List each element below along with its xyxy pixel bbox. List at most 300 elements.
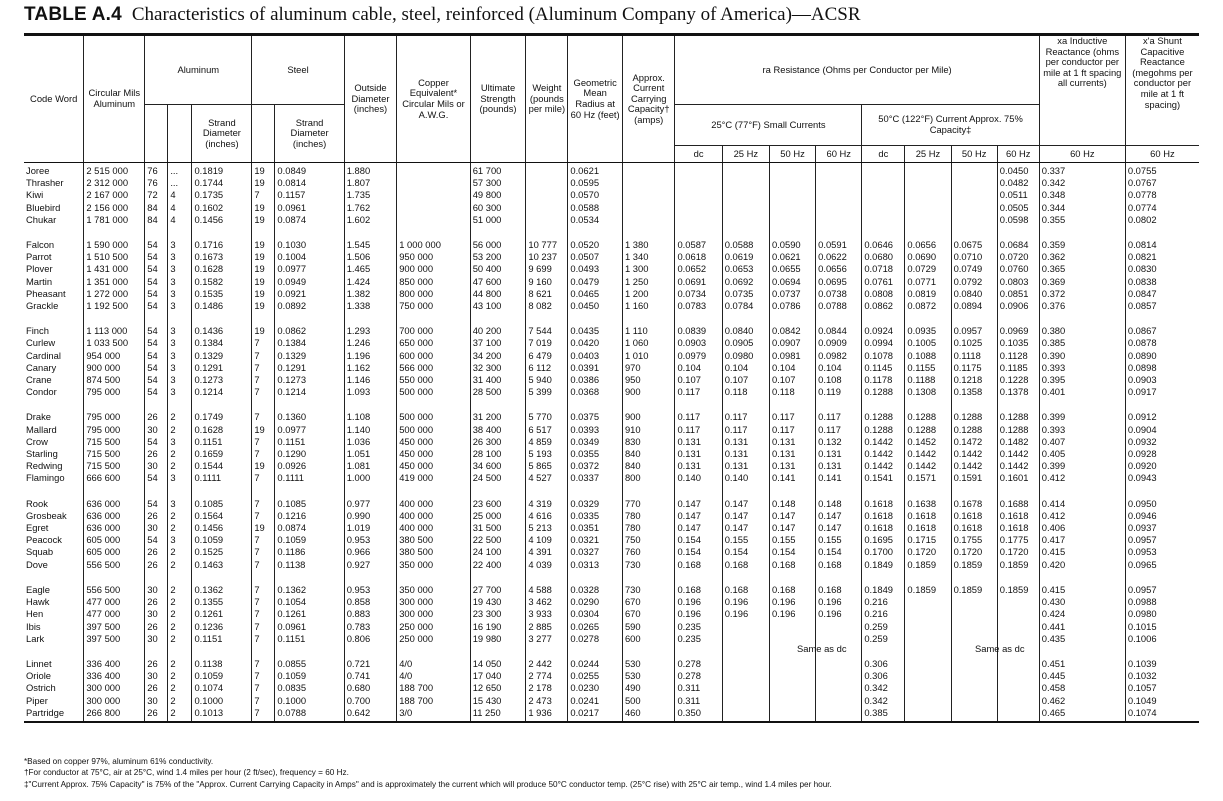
table-cell: 54 (145, 337, 168, 349)
table-cell: 0.131 (722, 448, 769, 460)
table-cell: 54 (145, 386, 168, 398)
table-cell (816, 202, 862, 214)
table-cell: 0.1571 (905, 472, 951, 484)
table-cell: 26 (145, 546, 168, 558)
spacer-cell (1125, 398, 1199, 411)
spacer-cell (526, 485, 568, 498)
table-row (24, 251, 1199, 263)
table-cell: 0.0965 (1125, 559, 1199, 571)
table-cell: 0.0729 (905, 263, 951, 275)
code-word-cell: Canary (26, 361, 57, 373)
table-cell (816, 670, 862, 682)
table-cell: 770 (622, 498, 675, 510)
table-cell: 0.155 (816, 534, 862, 546)
header-circular-mils: Circular Mils Aluminum (84, 35, 145, 163)
table-cell: 0.131 (675, 448, 722, 460)
table-cell: 0.0655 (769, 263, 815, 275)
table-cell: 0.0321 (568, 534, 623, 546)
table-cell: 0.0917 (1125, 386, 1199, 398)
spacer-cell (622, 485, 675, 498)
table-cell: 1.762 (344, 202, 397, 214)
table-cell (722, 189, 769, 201)
spacer-cell (526, 226, 568, 239)
spacer-cell (862, 226, 905, 239)
table-cell (951, 214, 997, 226)
code-word-cell: Dove (26, 558, 48, 570)
table-cell: 0.0618 (675, 251, 722, 263)
table-cell (997, 621, 1039, 633)
code-word-cell: Partridge (24, 707, 84, 722)
table-cell: 0.0957 (1125, 534, 1199, 546)
table-cell: 0.0646 (862, 239, 905, 251)
table-cell: 0.406 (1039, 522, 1125, 534)
table-cell: 0.395 (1039, 374, 1125, 386)
table-cell: 44 800 (470, 288, 526, 300)
table-cell: 0.401 (1039, 386, 1125, 398)
spacer-cell (344, 226, 397, 239)
table-cell: 26 (145, 682, 168, 694)
table-cell: 0.117 (816, 411, 862, 423)
table-cell: 0.1442 (862, 448, 905, 460)
table-cell: 0.147 (816, 510, 862, 522)
table-cell: 750 (622, 534, 675, 546)
table-cell: 0.1859 (951, 559, 997, 571)
table-cell: 3 462 (526, 596, 568, 608)
table-cell: 24 100 (470, 546, 526, 558)
table-cell: 600 (622, 633, 675, 645)
spacer-cell (275, 485, 344, 498)
table-cell: 0.131 (816, 460, 862, 472)
table-cell: 0.0328 (568, 584, 623, 596)
spacer-cell (344, 398, 397, 411)
table-cell: 54 (145, 534, 168, 546)
table-cell: 3 (168, 498, 192, 510)
table-cell: 0.168 (769, 559, 815, 571)
table-cell: 50 400 (470, 263, 526, 275)
table-cell: 0.1088 (905, 350, 951, 362)
table-cell: 0.0767 (1125, 177, 1199, 189)
table-cell: 2 (168, 522, 192, 534)
table-cell: 10 237 (526, 251, 568, 263)
table-cell: 0.0304 (568, 608, 623, 620)
table-cell: 0.0892 (275, 300, 344, 312)
table-cell: 1.162 (344, 362, 397, 374)
table-cell: 0.1618 (905, 522, 951, 534)
table-cell: 54 (145, 374, 168, 386)
table-cell: ... (168, 163, 192, 178)
table-cell: 0.0587 (675, 239, 722, 251)
table-row (24, 682, 1199, 694)
code-word-cell: Eagle (26, 583, 50, 595)
table-cell: 1 200 (622, 288, 675, 300)
table-row (24, 374, 1199, 386)
table-cell: 6 517 (526, 424, 568, 436)
table-cell: 31 400 (470, 374, 526, 386)
table-cell: 0.1151 (275, 436, 344, 448)
table-cell: 336 400 (84, 658, 145, 670)
table-cell: 0.148 (816, 498, 862, 510)
table-cell: 2 (168, 682, 192, 694)
table-cell: 0.362 (1039, 251, 1125, 263)
table-cell: 30 (145, 670, 168, 682)
table-cell: 0.355 (1039, 214, 1125, 226)
table-cell: 0.1442 (905, 448, 951, 460)
table-row (24, 596, 1199, 608)
table-cell: 1.019 (344, 522, 397, 534)
spacer-cell (1039, 312, 1125, 325)
spacer-cell (145, 571, 168, 584)
same-as-dc-note-50c: Same as dc (975, 643, 1025, 654)
code-word-cell: Ostrich (26, 682, 56, 694)
table-cell: 0.953 (344, 534, 397, 546)
code-word-cell: Falcon (26, 239, 55, 251)
table-cell (905, 189, 951, 201)
spacer-cell (568, 645, 623, 658)
table-cell: 590 (622, 621, 675, 633)
table-cell: 0.0656 (816, 263, 862, 275)
table-cell (622, 214, 675, 226)
table-cell: 0.1463 (192, 559, 252, 571)
table-cell: 1.196 (344, 350, 397, 362)
table-cell: 1 000 000 (397, 239, 471, 251)
table-cell: 0.1085 (275, 498, 344, 510)
table-cell: 0.927 (344, 559, 397, 571)
spacer-cell (397, 645, 471, 658)
table-cell: 0.131 (769, 460, 815, 472)
table-cell: 5 399 (526, 386, 568, 398)
spacer-cell (470, 645, 526, 658)
table-cell (862, 177, 905, 189)
table-cell: 1.108 (344, 411, 397, 423)
table-cell: 0.0420 (568, 337, 623, 349)
table-cell: 0.0760 (997, 263, 1039, 275)
spacer-cell (526, 571, 568, 584)
table-cell (862, 214, 905, 226)
table-cell: 0.1288 (862, 386, 905, 398)
table-cell: 700 000 (397, 325, 471, 337)
table-cell: 0.0588 (722, 239, 769, 251)
table-cell: 400 000 (397, 498, 471, 510)
table-cell: 0.415 (1039, 546, 1125, 558)
spacer-cell (997, 398, 1039, 411)
table-cell: 0.385 (862, 707, 905, 722)
spacer-cell (1125, 645, 1199, 658)
same-as-dc-note-25c: Same as dc (797, 643, 847, 654)
table-cell: 6 479 (526, 350, 568, 362)
group-spacer (24, 398, 1199, 411)
spacer-cell (862, 571, 905, 584)
spacer-cell (816, 398, 862, 411)
spacer-cell (470, 398, 526, 411)
table-cell: 0.1308 (905, 386, 951, 398)
table-cell: 0.1472 (951, 436, 997, 448)
table-cell: 1 781 000 (84, 214, 145, 226)
code-word-cell: Oriole (26, 670, 52, 682)
spacer-cell (997, 226, 1039, 239)
table-cell: 7 (252, 682, 275, 694)
table-cell (905, 202, 951, 214)
table-cell: 0.0771 (905, 276, 951, 288)
table-cell (397, 189, 471, 201)
table-cell (997, 658, 1039, 670)
group-spacer (24, 485, 1199, 498)
spacer-cell (1039, 398, 1125, 411)
table-cell: 0.0835 (275, 682, 344, 694)
table-cell: 0.104 (769, 362, 815, 374)
table-cell: 0.1059 (192, 670, 252, 682)
spacer-cell (951, 571, 997, 584)
table-cell: 0.117 (675, 411, 722, 423)
table-cell: 500 000 (397, 411, 471, 423)
group-spacer (24, 312, 1199, 325)
table-cell: 0.196 (816, 608, 862, 620)
group-spacer (24, 226, 1199, 239)
table-cell: 0.155 (722, 534, 769, 546)
table-cell: 380 500 (397, 546, 471, 558)
table-cell: 1.382 (344, 288, 397, 300)
spacer-cell (192, 312, 252, 325)
table-cell: 0.196 (722, 608, 769, 620)
table-cell: 0.0391 (568, 362, 623, 374)
table-cell: 1.036 (344, 436, 397, 448)
table-cell: 30 (145, 424, 168, 436)
spacer-cell (722, 485, 769, 498)
table-cell (905, 596, 951, 608)
code-word-cell: Egret (26, 522, 49, 534)
table-cell: 0.0920 (1125, 460, 1199, 472)
table-cell: 0.168 (675, 584, 722, 596)
table-cell: 0.1442 (905, 460, 951, 472)
table-cell: 350 000 (397, 584, 471, 596)
table-cell: 1 250 (622, 276, 675, 288)
table-cell (951, 189, 997, 201)
table-cell: 0.147 (722, 510, 769, 522)
table-cell: 300 000 (84, 695, 145, 707)
table-cell: 715 500 (84, 448, 145, 460)
table-cell: 397 500 (84, 633, 145, 645)
table-cell: 0.0450 (568, 300, 623, 312)
table-cell: 750 000 (397, 300, 471, 312)
table-cell: 0.1261 (275, 608, 344, 620)
table-cell: 0.700 (344, 695, 397, 707)
table-cell: 0.0802 (1125, 214, 1199, 226)
table-cell: 0.1074 (192, 682, 252, 694)
table-cell: 0.0386 (568, 374, 623, 386)
header-50hz-50: 50 Hz (951, 146, 997, 163)
table-cell: 0.0505 (997, 202, 1039, 214)
table-cell: 19 430 (470, 596, 526, 608)
table-cell: 0.1057 (1125, 682, 1199, 694)
table-cell: 0.359 (1039, 239, 1125, 251)
table-cell: 0.0857 (1125, 300, 1199, 312)
table-cell: 0.1025 (951, 337, 997, 349)
table-cell: 0.0349 (568, 436, 623, 448)
table-cell: 0.1735 (192, 189, 252, 201)
table-cell (816, 707, 862, 722)
table-cell: 0.0755 (1125, 163, 1199, 178)
table-cell: 25 000 (470, 510, 526, 522)
table-cell: 5 940 (526, 374, 568, 386)
table-cell: 0.0680 (862, 251, 905, 263)
table-cell: 0.0622 (816, 251, 862, 263)
footnote-conductor: †For conductor at 75°C, air at 25°C, wind 1.4 miles per hour (2 ft/sec), frequency = 60 Hz. (24, 768, 349, 778)
table-cell: 0.1291 (275, 362, 344, 374)
table-cell: 2 (168, 707, 192, 722)
table-row (24, 546, 1199, 558)
table-cell: 0.1775 (997, 534, 1039, 546)
table-cell: 43 100 (470, 300, 526, 312)
spacer-cell (951, 312, 997, 325)
spacer-cell (252, 571, 275, 584)
table-cell: 1.506 (344, 251, 397, 263)
spacer-cell (275, 226, 344, 239)
header-inductive: xa Inductive Reactance (ohms per conductor per mile at 1 ft spacing all currents) (1039, 35, 1125, 146)
table-cell: 40 200 (470, 325, 526, 337)
table-cell: 2 (168, 424, 192, 436)
table-cell: 0.0842 (769, 325, 815, 337)
table-cell: 27 700 (470, 584, 526, 596)
table-cell: 0.0393 (568, 424, 623, 436)
table-cell: 0.1638 (905, 498, 951, 510)
table-cell: 0.0932 (1125, 436, 1199, 448)
table-cell: 0.0862 (862, 300, 905, 312)
table-cell: 0.196 (675, 608, 722, 620)
header-st-strands (252, 105, 275, 163)
table-cell: 38 400 (470, 424, 526, 436)
table-cell (997, 670, 1039, 682)
spacer-cell (168, 571, 192, 584)
header-al-strand-diameter: Strand Diameter (inches) (192, 105, 252, 163)
table-cell (816, 177, 862, 189)
table-cell: 0.0890 (1125, 350, 1199, 362)
code-word-cell: Redwing (26, 460, 63, 472)
table-cell (905, 670, 951, 682)
table-cell: 4 (168, 214, 192, 226)
table-cell: 16 190 (470, 621, 526, 633)
table-cell (951, 202, 997, 214)
table-cell: 0.0313 (568, 559, 623, 571)
table-row (24, 202, 1199, 214)
table-cell: 2 473 (526, 695, 568, 707)
header-50hz-25: 50 Hz (769, 146, 815, 163)
table-cell: 0.0819 (905, 288, 951, 300)
spacer-cell (722, 398, 769, 411)
table-cell (951, 163, 997, 178)
table-cell (905, 214, 951, 226)
table-cell (905, 695, 951, 707)
table-cell: 7 (252, 621, 275, 633)
table-cell: 0.131 (722, 436, 769, 448)
spacer-cell (397, 398, 471, 411)
spacer-cell (24, 312, 84, 325)
table-cell: 1 380 (622, 239, 675, 251)
table-cell (997, 682, 1039, 694)
table-cell: 0.407 (1039, 436, 1125, 448)
spacer-cell (816, 312, 862, 325)
table-cell (905, 621, 951, 633)
table-cell: 0.168 (722, 584, 769, 596)
spacer-cell (905, 312, 951, 325)
spacer-cell (168, 485, 192, 498)
table-cell: 0.1618 (862, 522, 905, 534)
spacer-cell (722, 571, 769, 584)
table-cell: 76 (145, 163, 168, 178)
footnote-capacity: ‡"Current Approx. 75% Capacity" is 75% of the "Approx. Current Carrying Capacity in Amps" and is approximately the current which will produce 50°C conductor temp. (25°C rise) with 25°C air temp., wind 1.4 miles per hour. (24, 779, 832, 789)
table-cell: 0.168 (769, 584, 815, 596)
table-cell: 3 (168, 472, 192, 484)
table-cell: 0.1059 (192, 534, 252, 546)
spacer-cell (526, 398, 568, 411)
table-cell: 7 (252, 498, 275, 510)
table-cell: 800 000 (397, 288, 471, 300)
table-cell: 0.1216 (275, 510, 344, 522)
header-current-capacity: Approx. Current Carrying Capacity† (amps) (622, 35, 675, 163)
table-cell: 0.1362 (192, 584, 252, 596)
table-cell (769, 177, 815, 189)
table-cell (722, 202, 769, 214)
table-cell: 636 000 (84, 510, 145, 522)
table-cell (622, 177, 675, 189)
table-cell: 4 616 (526, 510, 568, 522)
table-cell: 0.104 (722, 362, 769, 374)
table-row (24, 263, 1199, 275)
table-cell: 0.117 (675, 424, 722, 436)
table-cell: 566 000 (397, 362, 471, 374)
table-row (24, 522, 1199, 534)
table-cell: 0.0961 (275, 202, 344, 214)
table-row (24, 424, 1199, 436)
spacer-cell (1039, 226, 1125, 239)
table-cell: 19 (252, 424, 275, 436)
table-cell: 0.0450 (997, 163, 1039, 178)
table-cell: 30 (145, 633, 168, 645)
code-word-cell: Joree (26, 165, 50, 176)
table-cell (951, 707, 997, 722)
spacer-cell (1125, 485, 1199, 498)
table-cell: 0.0694 (769, 276, 815, 288)
table-cell: 0.196 (675, 596, 722, 608)
code-word-cell: Crow (26, 435, 48, 447)
table-cell: 830 (622, 436, 675, 448)
table-cell: 1 510 500 (84, 251, 145, 263)
table-cell: 0.196 (722, 596, 769, 608)
table-cell: 0.783 (344, 621, 397, 633)
spacer-cell (1125, 226, 1199, 239)
spacer-cell (675, 485, 722, 498)
table-cell: 0.1128 (997, 350, 1039, 362)
table-cell: 0.0465 (568, 288, 623, 300)
spacer-cell (997, 571, 1039, 584)
table-cell: 0.0652 (675, 263, 722, 275)
table-cell: 7 544 (526, 325, 568, 337)
header-dc-50: dc (862, 146, 905, 163)
table-cell: 0.1004 (275, 251, 344, 263)
table-cell: 0.0855 (275, 658, 344, 670)
spacer-cell (252, 226, 275, 239)
table-cell: 0.1859 (905, 584, 951, 596)
table-cell: 0.0851 (997, 288, 1039, 300)
spacer-cell (568, 485, 623, 498)
table-cell: 0.365 (1039, 263, 1125, 275)
table-row (24, 608, 1199, 620)
table-cell: 54 (145, 276, 168, 288)
table-cell: 0.858 (344, 596, 397, 608)
table-cell: 7 (252, 584, 275, 596)
table-cell (816, 214, 862, 226)
table-cell: 54 (145, 263, 168, 275)
table-cell: 0.0718 (862, 263, 905, 275)
table-cell: 0.1288 (997, 424, 1039, 436)
